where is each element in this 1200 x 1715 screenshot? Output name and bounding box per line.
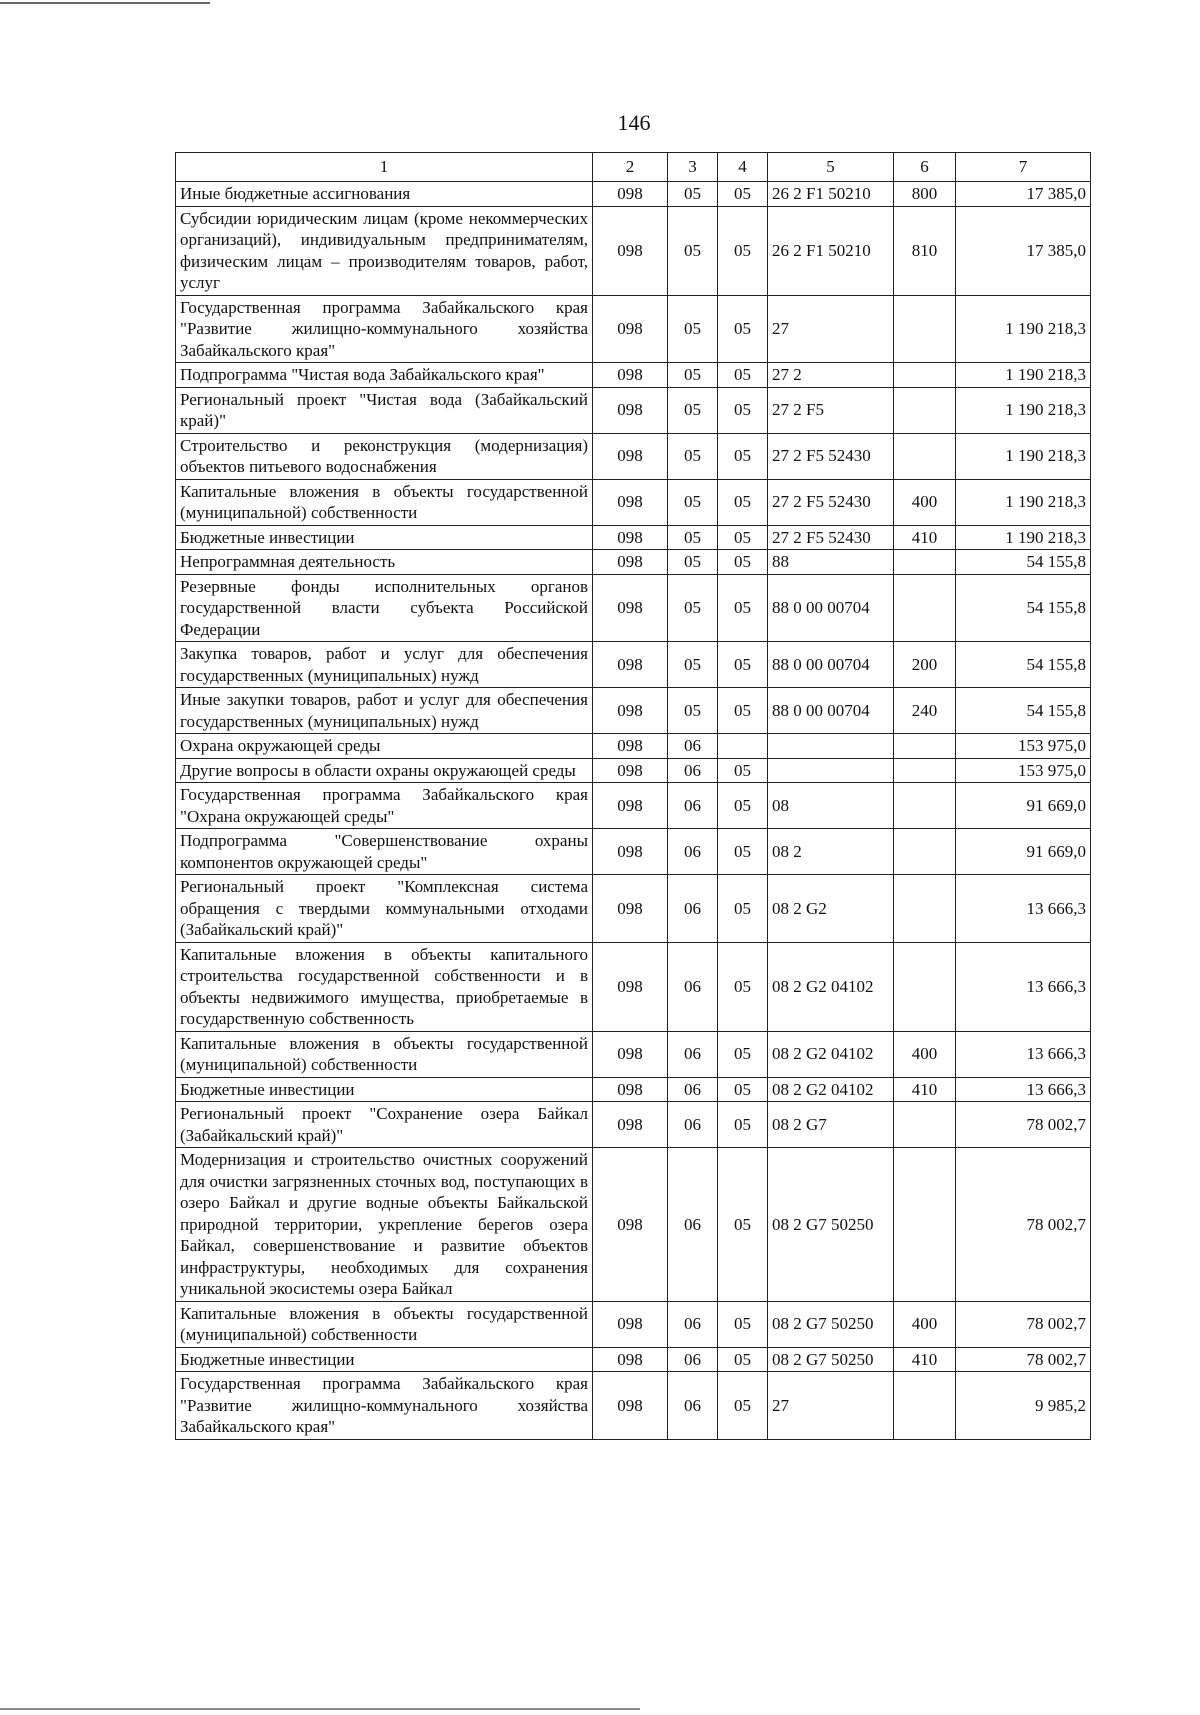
row-amount-cell: 54 155,8 [956, 550, 1091, 575]
table-row [176, 734, 1091, 759]
row-expense-type-cell: 200 [894, 642, 956, 688]
scan-artifact-bottom [0, 1708, 640, 1710]
table-row [176, 688, 1091, 734]
row-subsection-cell: 05 [718, 758, 768, 783]
table-row [176, 433, 1091, 479]
row-admin-code-cell: 098 [593, 1347, 668, 1372]
row-expense-type-cell [894, 574, 956, 642]
row-target-code-cell: 08 2 G2 04102 [768, 1031, 894, 1077]
row-expense-type-cell [894, 758, 956, 783]
row-expense-type-cell [894, 942, 956, 1031]
row-admin-code-cell: 098 [593, 206, 668, 295]
row-section-cell: 05 [668, 642, 718, 688]
row-expense-type-cell [894, 1102, 956, 1148]
row-section-cell: 05 [668, 574, 718, 642]
row-admin-code-cell: 098 [593, 479, 668, 525]
row-name-cell: Бюджетные инвестиции [176, 1347, 593, 1372]
table-row [176, 1347, 1091, 1372]
row-admin-code-cell: 098 [593, 1077, 668, 1102]
row-target-code-cell: 88 0 00 00704 [768, 688, 894, 734]
row-expense-type-cell [894, 433, 956, 479]
row-admin-code-cell: 098 [593, 688, 668, 734]
row-name-cell: Бюджетные инвестиции [176, 525, 593, 550]
table-row [176, 1372, 1091, 1440]
row-section-cell: 05 [668, 363, 718, 388]
row-subsection-cell: 05 [718, 574, 768, 642]
row-subsection-cell: 05 [718, 479, 768, 525]
table-body [176, 182, 1091, 1440]
row-section-cell: 05 [668, 387, 718, 433]
row-subsection-cell: 05 [718, 525, 768, 550]
row-name-cell: Иные закупки товаров, работ и услуг для обеспечения государственных (муниципальных) нужд [176, 688, 593, 734]
row-section-cell: 06 [668, 875, 718, 943]
row-amount-cell: 78 002,7 [956, 1148, 1091, 1302]
row-name-cell: Капитальные вложения в объекты государственной (муниципальной) собственности [176, 1301, 593, 1347]
row-target-code-cell: 27 2 [768, 363, 894, 388]
row-admin-code-cell: 098 [593, 387, 668, 433]
row-name-cell: Государственная программа Забайкальского края "Охрана окружающей среды" [176, 783, 593, 829]
row-expense-type-cell [894, 295, 956, 363]
row-subsection-cell: 05 [718, 1031, 768, 1077]
row-section-cell: 05 [668, 479, 718, 525]
row-admin-code-cell: 098 [593, 758, 668, 783]
budget-table [175, 152, 1091, 1440]
table-row [176, 1148, 1091, 1302]
row-subsection-cell: 05 [718, 688, 768, 734]
row-admin-code-cell: 098 [593, 1372, 668, 1440]
row-expense-type-cell: 810 [894, 206, 956, 295]
row-admin-code-cell: 098 [593, 574, 668, 642]
row-subsection-cell: 05 [718, 1077, 768, 1102]
scan-artifact-top [0, 2, 210, 4]
row-expense-type-cell: 410 [894, 1347, 956, 1372]
row-amount-cell: 153 975,0 [956, 758, 1091, 783]
row-subsection-cell: 05 [718, 1347, 768, 1372]
row-amount-cell: 13 666,3 [956, 875, 1091, 943]
row-expense-type-cell: 400 [894, 1301, 956, 1347]
row-name-cell: Подпрограмма "Совершенствование охраны компонентов окружающей среды" [176, 829, 593, 875]
table-row [176, 1077, 1091, 1102]
row-target-code-cell: 27 2 F5 52430 [768, 433, 894, 479]
row-target-code-cell: 08 [768, 783, 894, 829]
row-target-code-cell [768, 758, 894, 783]
row-section-cell: 06 [668, 1347, 718, 1372]
row-admin-code-cell: 098 [593, 1031, 668, 1077]
row-name-cell: Иные бюджетные ассигнования [176, 182, 593, 207]
row-name-cell: Бюджетные инвестиции [176, 1077, 593, 1102]
row-name-cell: Резервные фонды исполнительных органов государственной власти субъекта Российской Федерации [176, 574, 593, 642]
row-name-cell: Субсидии юридическим лицам (кроме некоммерческих организаций), индивидуальным предпринимателям, физическим лицам – производителям товаров, работ, услуг [176, 206, 593, 295]
row-amount-cell: 78 002,7 [956, 1301, 1091, 1347]
column-header: 5 [768, 153, 894, 182]
row-name-cell: Другие вопросы в области охраны окружающей среды [176, 758, 593, 783]
row-target-code-cell: 08 2 G7 50250 [768, 1148, 894, 1302]
row-subsection-cell: 05 [718, 433, 768, 479]
row-admin-code-cell: 098 [593, 1102, 668, 1148]
table-row [176, 942, 1091, 1031]
row-section-cell: 05 [668, 525, 718, 550]
row-amount-cell: 54 155,8 [956, 688, 1091, 734]
row-target-code-cell: 08 2 G2 04102 [768, 1077, 894, 1102]
row-admin-code-cell: 098 [593, 182, 668, 207]
row-target-code-cell: 27 2 F5 [768, 387, 894, 433]
row-name-cell: Капитальные вложения в объекты государственной (муниципальной) собственности [176, 1031, 593, 1077]
row-target-code-cell: 88 0 00 00704 [768, 642, 894, 688]
row-amount-cell: 13 666,3 [956, 1077, 1091, 1102]
row-amount-cell: 17 385,0 [956, 206, 1091, 295]
table-row [176, 642, 1091, 688]
row-expense-type-cell: 400 [894, 1031, 956, 1077]
row-subsection-cell: 05 [718, 875, 768, 943]
row-admin-code-cell: 098 [593, 433, 668, 479]
row-target-code-cell: 27 [768, 1372, 894, 1440]
table-row [176, 295, 1091, 363]
row-section-cell: 06 [668, 1102, 718, 1148]
column-header: 6 [894, 153, 956, 182]
row-amount-cell: 1 190 218,3 [956, 525, 1091, 550]
row-section-cell: 06 [668, 1031, 718, 1077]
row-subsection-cell: 05 [718, 1301, 768, 1347]
row-admin-code-cell: 098 [593, 525, 668, 550]
table-row [176, 206, 1091, 295]
row-name-cell: Охрана окружающей среды [176, 734, 593, 759]
row-section-cell: 06 [668, 1077, 718, 1102]
row-section-cell: 05 [668, 688, 718, 734]
row-subsection-cell: 05 [718, 1102, 768, 1148]
row-admin-code-cell: 098 [593, 1301, 668, 1347]
row-subsection-cell: 05 [718, 206, 768, 295]
row-section-cell: 05 [668, 550, 718, 575]
row-name-cell: Непрограммная деятельность [176, 550, 593, 575]
row-name-cell: Капитальные вложения в объекты государственной (муниципальной) собственности [176, 479, 593, 525]
row-target-code-cell: 27 [768, 295, 894, 363]
row-subsection-cell: 05 [718, 550, 768, 575]
row-target-code-cell: 27 2 F5 52430 [768, 525, 894, 550]
row-expense-type-cell [894, 783, 956, 829]
row-amount-cell: 13 666,3 [956, 942, 1091, 1031]
table-row [176, 1031, 1091, 1077]
row-expense-type-cell [894, 829, 956, 875]
row-admin-code-cell: 098 [593, 942, 668, 1031]
row-amount-cell: 1 190 218,3 [956, 295, 1091, 363]
row-subsection-cell: 05 [718, 387, 768, 433]
row-target-code-cell: 08 2 [768, 829, 894, 875]
row-subsection-cell: 05 [718, 182, 768, 207]
table-row [176, 829, 1091, 875]
row-subsection-cell: 05 [718, 642, 768, 688]
row-section-cell: 05 [668, 295, 718, 363]
header-row [176, 153, 1091, 182]
row-target-code-cell: 08 2 G2 [768, 875, 894, 943]
row-amount-cell: 54 155,8 [956, 574, 1091, 642]
page-number: 146 [617, 110, 651, 135]
row-amount-cell: 1 190 218,3 [956, 387, 1091, 433]
row-target-code-cell [768, 734, 894, 759]
row-expense-type-cell [894, 1372, 956, 1440]
table-row [176, 182, 1091, 207]
row-admin-code-cell: 098 [593, 642, 668, 688]
row-expense-type-cell [894, 363, 956, 388]
row-amount-cell: 1 190 218,3 [956, 433, 1091, 479]
row-section-cell: 06 [668, 1148, 718, 1302]
table-row [176, 550, 1091, 575]
row-expense-type-cell: 400 [894, 479, 956, 525]
row-subsection-cell: 05 [718, 363, 768, 388]
row-amount-cell: 1 190 218,3 [956, 363, 1091, 388]
table-row [176, 574, 1091, 642]
row-expense-type-cell: 410 [894, 1077, 956, 1102]
row-expense-type-cell [894, 1148, 956, 1302]
row-name-cell: Региональный проект "Чистая вода (Забайкальский край)" [176, 387, 593, 433]
row-expense-type-cell: 410 [894, 525, 956, 550]
row-expense-type-cell [894, 387, 956, 433]
row-section-cell: 06 [668, 758, 718, 783]
row-section-cell: 06 [668, 829, 718, 875]
row-subsection-cell: 05 [718, 1372, 768, 1440]
row-name-cell: Региональный проект "Сохранение озера Байкал (Забайкальский край)" [176, 1102, 593, 1148]
row-admin-code-cell: 098 [593, 295, 668, 363]
row-section-cell: 05 [668, 433, 718, 479]
table-row [176, 1102, 1091, 1148]
row-admin-code-cell: 098 [593, 550, 668, 575]
row-section-cell: 06 [668, 1301, 718, 1347]
row-amount-cell: 17 385,0 [956, 182, 1091, 207]
row-admin-code-cell: 098 [593, 875, 668, 943]
row-subsection-cell: 05 [718, 942, 768, 1031]
row-amount-cell: 78 002,7 [956, 1347, 1091, 1372]
table-row [176, 1301, 1091, 1347]
row-target-code-cell: 26 2 F1 50210 [768, 182, 894, 207]
row-name-cell: Закупка товаров, работ и услуг для обеспечения государственных (муниципальных) нужд [176, 642, 593, 688]
row-target-code-cell: 26 2 F1 50210 [768, 206, 894, 295]
row-section-cell: 06 [668, 783, 718, 829]
row-name-cell: Подпрограмма "Чистая вода Забайкальского края" [176, 363, 593, 388]
row-amount-cell: 13 666,3 [956, 1031, 1091, 1077]
row-subsection-cell: 05 [718, 1148, 768, 1302]
table-row [176, 875, 1091, 943]
row-subsection-cell: 05 [718, 783, 768, 829]
row-name-cell: Строительство и реконструкция (модернизация) объектов питьевого водоснабжения [176, 433, 593, 479]
row-target-code-cell: 08 2 G2 04102 [768, 942, 894, 1031]
row-admin-code-cell: 098 [593, 783, 668, 829]
row-expense-type-cell [894, 550, 956, 575]
row-name-cell: Модернизация и строительство очистных сооружений для очистки загрязненных сточных вод, поступающих в озеро Байкал и другие водные объекты Байкальской природной территории, укрепление берегов озера Байкал, совершенствование и развитие объектов инфраструктуры, необходимых для сохранения уникальной экосистемы озера Байкал [176, 1148, 593, 1302]
row-amount-cell: 78 002,7 [956, 1102, 1091, 1148]
column-header: 2 [593, 153, 668, 182]
row-name-cell: Государственная программа Забайкальского края "Развитие жилищно-коммунального хозяйства Забайкальского края" [176, 295, 593, 363]
table-row [176, 783, 1091, 829]
row-section-cell: 06 [668, 734, 718, 759]
table-row [176, 525, 1091, 550]
row-name-cell: Государственная программа Забайкальского края "Развитие жилищно-коммунального хозяйства Забайкальского края" [176, 1372, 593, 1440]
row-target-code-cell: 08 2 G7 50250 [768, 1347, 894, 1372]
row-admin-code-cell: 098 [593, 363, 668, 388]
row-amount-cell: 54 155,8 [956, 642, 1091, 688]
row-subsection-cell: 05 [718, 829, 768, 875]
column-header: 3 [668, 153, 718, 182]
row-amount-cell: 91 669,0 [956, 783, 1091, 829]
column-header: 4 [718, 153, 768, 182]
row-subsection-cell: 05 [718, 295, 768, 363]
row-amount-cell: 91 669,0 [956, 829, 1091, 875]
row-target-code-cell: 88 0 00 00704 [768, 574, 894, 642]
row-target-code-cell: 08 2 G7 [768, 1102, 894, 1148]
row-target-code-cell: 27 2 F5 52430 [768, 479, 894, 525]
row-admin-code-cell: 098 [593, 829, 668, 875]
row-expense-type-cell [894, 875, 956, 943]
row-amount-cell: 1 190 218,3 [956, 479, 1091, 525]
row-name-cell: Региональный проект "Комплексная система обращения с твердыми коммунальными отходами (Забайкальский край)" [176, 875, 593, 943]
row-target-code-cell: 88 [768, 550, 894, 575]
row-expense-type-cell: 240 [894, 688, 956, 734]
row-section-cell: 05 [668, 182, 718, 207]
row-amount-cell: 153 975,0 [956, 734, 1091, 759]
row-admin-code-cell: 098 [593, 1148, 668, 1302]
column-header: 1 [176, 153, 593, 182]
row-amount-cell: 9 985,2 [956, 1372, 1091, 1440]
table-row [176, 758, 1091, 783]
row-section-cell: 06 [668, 942, 718, 1031]
table-row [176, 363, 1091, 388]
column-header: 7 [956, 153, 1091, 182]
row-name-cell: Капитальные вложения в объекты капитального строительства государственной собственности и в объекты недвижимого имущества, приобретаемые в государственную собственность [176, 942, 593, 1031]
row-section-cell: 05 [668, 206, 718, 295]
row-subsection-cell [718, 734, 768, 759]
row-expense-type-cell: 800 [894, 182, 956, 207]
row-expense-type-cell [894, 734, 956, 759]
row-target-code-cell: 08 2 G7 50250 [768, 1301, 894, 1347]
table-row [176, 479, 1091, 525]
table-row [176, 387, 1091, 433]
row-admin-code-cell: 098 [593, 734, 668, 759]
row-section-cell: 06 [668, 1372, 718, 1440]
